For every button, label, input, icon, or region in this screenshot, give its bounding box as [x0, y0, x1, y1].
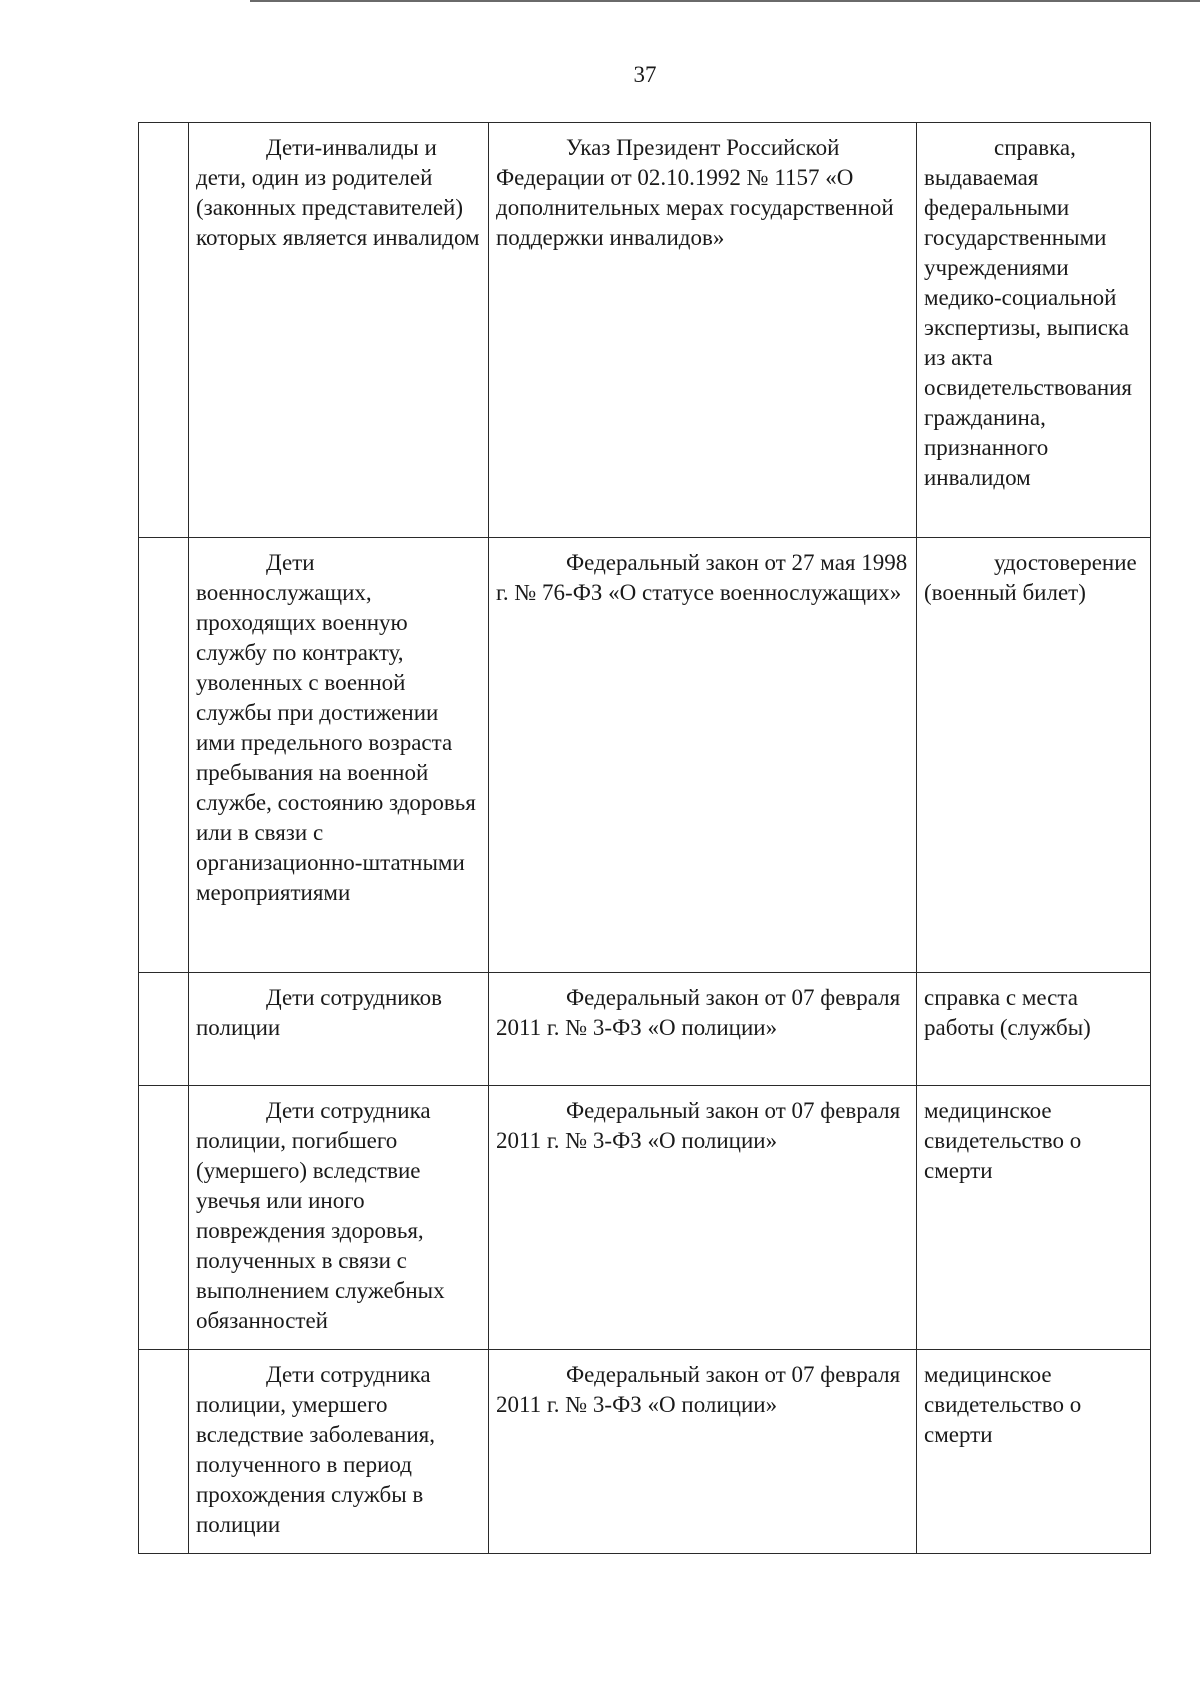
scan-edge-line [250, 0, 1200, 2]
legal-basis-cell: Федеральный закон от 07 февраля 2011 г. № 3-ФЗ «О полиции» [489, 973, 917, 1086]
legal-basis-cell: Федеральный закон от 27 мая 1998 г. № 76-ФЗ «О статусе военнослужащих» [489, 538, 917, 973]
row-number-cell [139, 123, 189, 538]
legal-basis-cell: Федеральный закон от 07 февраля 2011 г. № 3-ФЗ «О полиции» [489, 1350, 917, 1554]
row-number-cell [139, 1350, 189, 1554]
table-row [139, 538, 1151, 973]
legal-basis-cell: Указ Президент Российской Федерации от 02.10.1992 № 1157 «О дополнительных мерах государственной поддержки инвалидов» [489, 123, 917, 538]
table-row [139, 1350, 1151, 1554]
document-table [138, 122, 1151, 1554]
category-cell: Дети сотрудника полиции, погибшего (умершего) вследствие увечья или иного повреждения здоровья, полученных в связи с выполнением служебных обязанностей [189, 1086, 489, 1350]
row-number-cell [139, 1086, 189, 1350]
row-number-cell [139, 973, 189, 1086]
table-row [139, 973, 1151, 1086]
document-cell: медицинское свидетельство о смерти [917, 1350, 1151, 1554]
document-cell: справка, выдаваемая федеральными государственными учреждениями медико-социальной экспертизы, выписка из акта освидетельствования гражданина, признанного инвалидом [917, 123, 1151, 538]
category-cell: Дети сотрудника полиции, умершего вследствие заболевания, полученного в период прохождения службы в полиции [189, 1350, 489, 1554]
document-cell: удостоверение (военный билет) [917, 538, 1151, 973]
document-cell: медицинское свидетельство о смерти [917, 1086, 1151, 1350]
document-cell: справка с места работы (службы) [917, 973, 1151, 1086]
table-row [139, 1086, 1151, 1350]
row-number-cell [139, 538, 189, 973]
page-number: 37 [633, 62, 657, 87]
category-cell: Дети-инвалиды и дети, один из родителей (законных представителей) которых является инвалидом [189, 123, 489, 538]
table-row [139, 123, 1151, 538]
category-cell: Дети военнослужащих, проходящих военную службу по контракту, уволенных с военной службы при достижении ими предельного возраста пребывания на военной службе, состоянию здоровья или в связи с организационно-штатными мероприятиями [189, 538, 489, 973]
legal-basis-cell: Федеральный закон от 07 февраля 2011 г. № 3-ФЗ «О полиции» [489, 1086, 917, 1350]
category-cell: Дети сотрудников полиции [189, 973, 489, 1086]
